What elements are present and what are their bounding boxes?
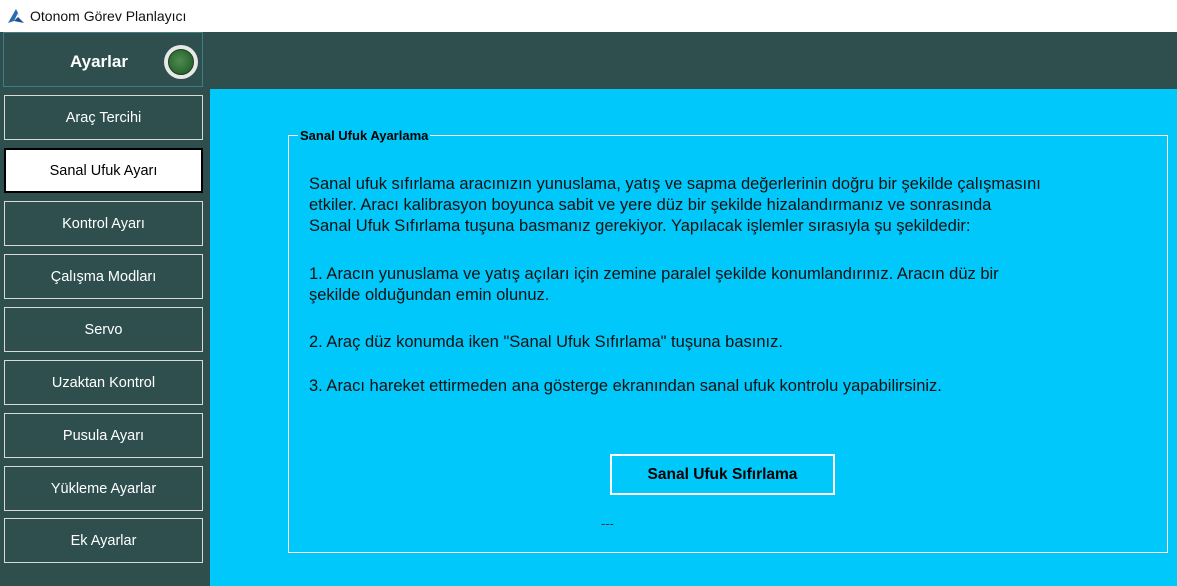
page-title: Ayarlar [70, 52, 128, 71]
group-title: Sanal Ufuk Ayarlama [300, 128, 429, 143]
sidebar-item-kontrol-ayari[interactable]: Kontrol Ayarı [4, 201, 203, 246]
header-bar [0, 32, 1177, 89]
step-3: 3. Aracı hareket ettirmeden ana gösterge ekranından sanal ufuk kontrolu yapabilirsiniz. [309, 377, 942, 395]
sidebar-item-ek-ayarlar[interactable]: Ek Ayarlar [4, 518, 203, 563]
sidebar [0, 89, 210, 586]
intro-text [309, 174, 1154, 237]
step-line: 1. Aracın yunuslama ve yatış açıları için zemine paralel şekilde konumlandırınız. Aracın düz bir [309, 265, 999, 283]
content-panel [210, 89, 1177, 586]
horizon-calibration-group [288, 128, 1168, 553]
window-title: Otonom Görev Planlayıcı [30, 8, 187, 24]
settings-header [3, 32, 203, 87]
intro-line: etkiler. Aracı kalibrasyon boyunca sabit ve yere düz bir şekilde hizalandırmanız ve sonrasında [309, 196, 992, 214]
status-text: --- [601, 516, 614, 531]
aircraft-logo-icon [4, 4, 28, 28]
sidebar-item-servo[interactable]: Servo [4, 307, 203, 352]
connection-status-led-icon [164, 45, 198, 79]
sidebar-item-yukleme-ayarlar[interactable]: Yükleme Ayarlar [4, 466, 203, 511]
sidebar-item-uzaktan-kontrol[interactable]: Uzaktan Kontrol [4, 360, 203, 405]
step-2: 2. Araç düz konumda iken "Sanal Ufuk Sıfırlama" tuşuna basınız. [309, 333, 783, 351]
step-line: şekilde olduğundan emin olunuz. [309, 286, 550, 304]
reset-horizon-button[interactable]: Sanal Ufuk Sıfırlama [610, 454, 835, 495]
intro-line: Sanal ufuk sıfırlama aracınızın yunuslama, yatış ve sapma değerlerinin doğru bir şekilde çalışmasını [309, 175, 1041, 193]
sidebar-item-arac-tercihi[interactable]: Araç Tercihi [4, 95, 203, 140]
status-led-core [168, 49, 194, 75]
sidebar-item-pusula-ayari[interactable]: Pusula Ayarı [4, 413, 203, 458]
sidebar-item-calisma-modlari[interactable]: Çalışma Modları [4, 254, 203, 299]
intro-line: Sanal Ufuk Sıfırlama tuşuna basmanız gerekiyor. Yapılacak işlemler sırasıyla şu şekildedir: [309, 217, 971, 235]
window-titlebar [0, 0, 1177, 32]
step-1 [309, 264, 1154, 306]
sidebar-item-sanal-ufuk-ayari[interactable]: Sanal Ufuk Ayarı [4, 148, 203, 193]
